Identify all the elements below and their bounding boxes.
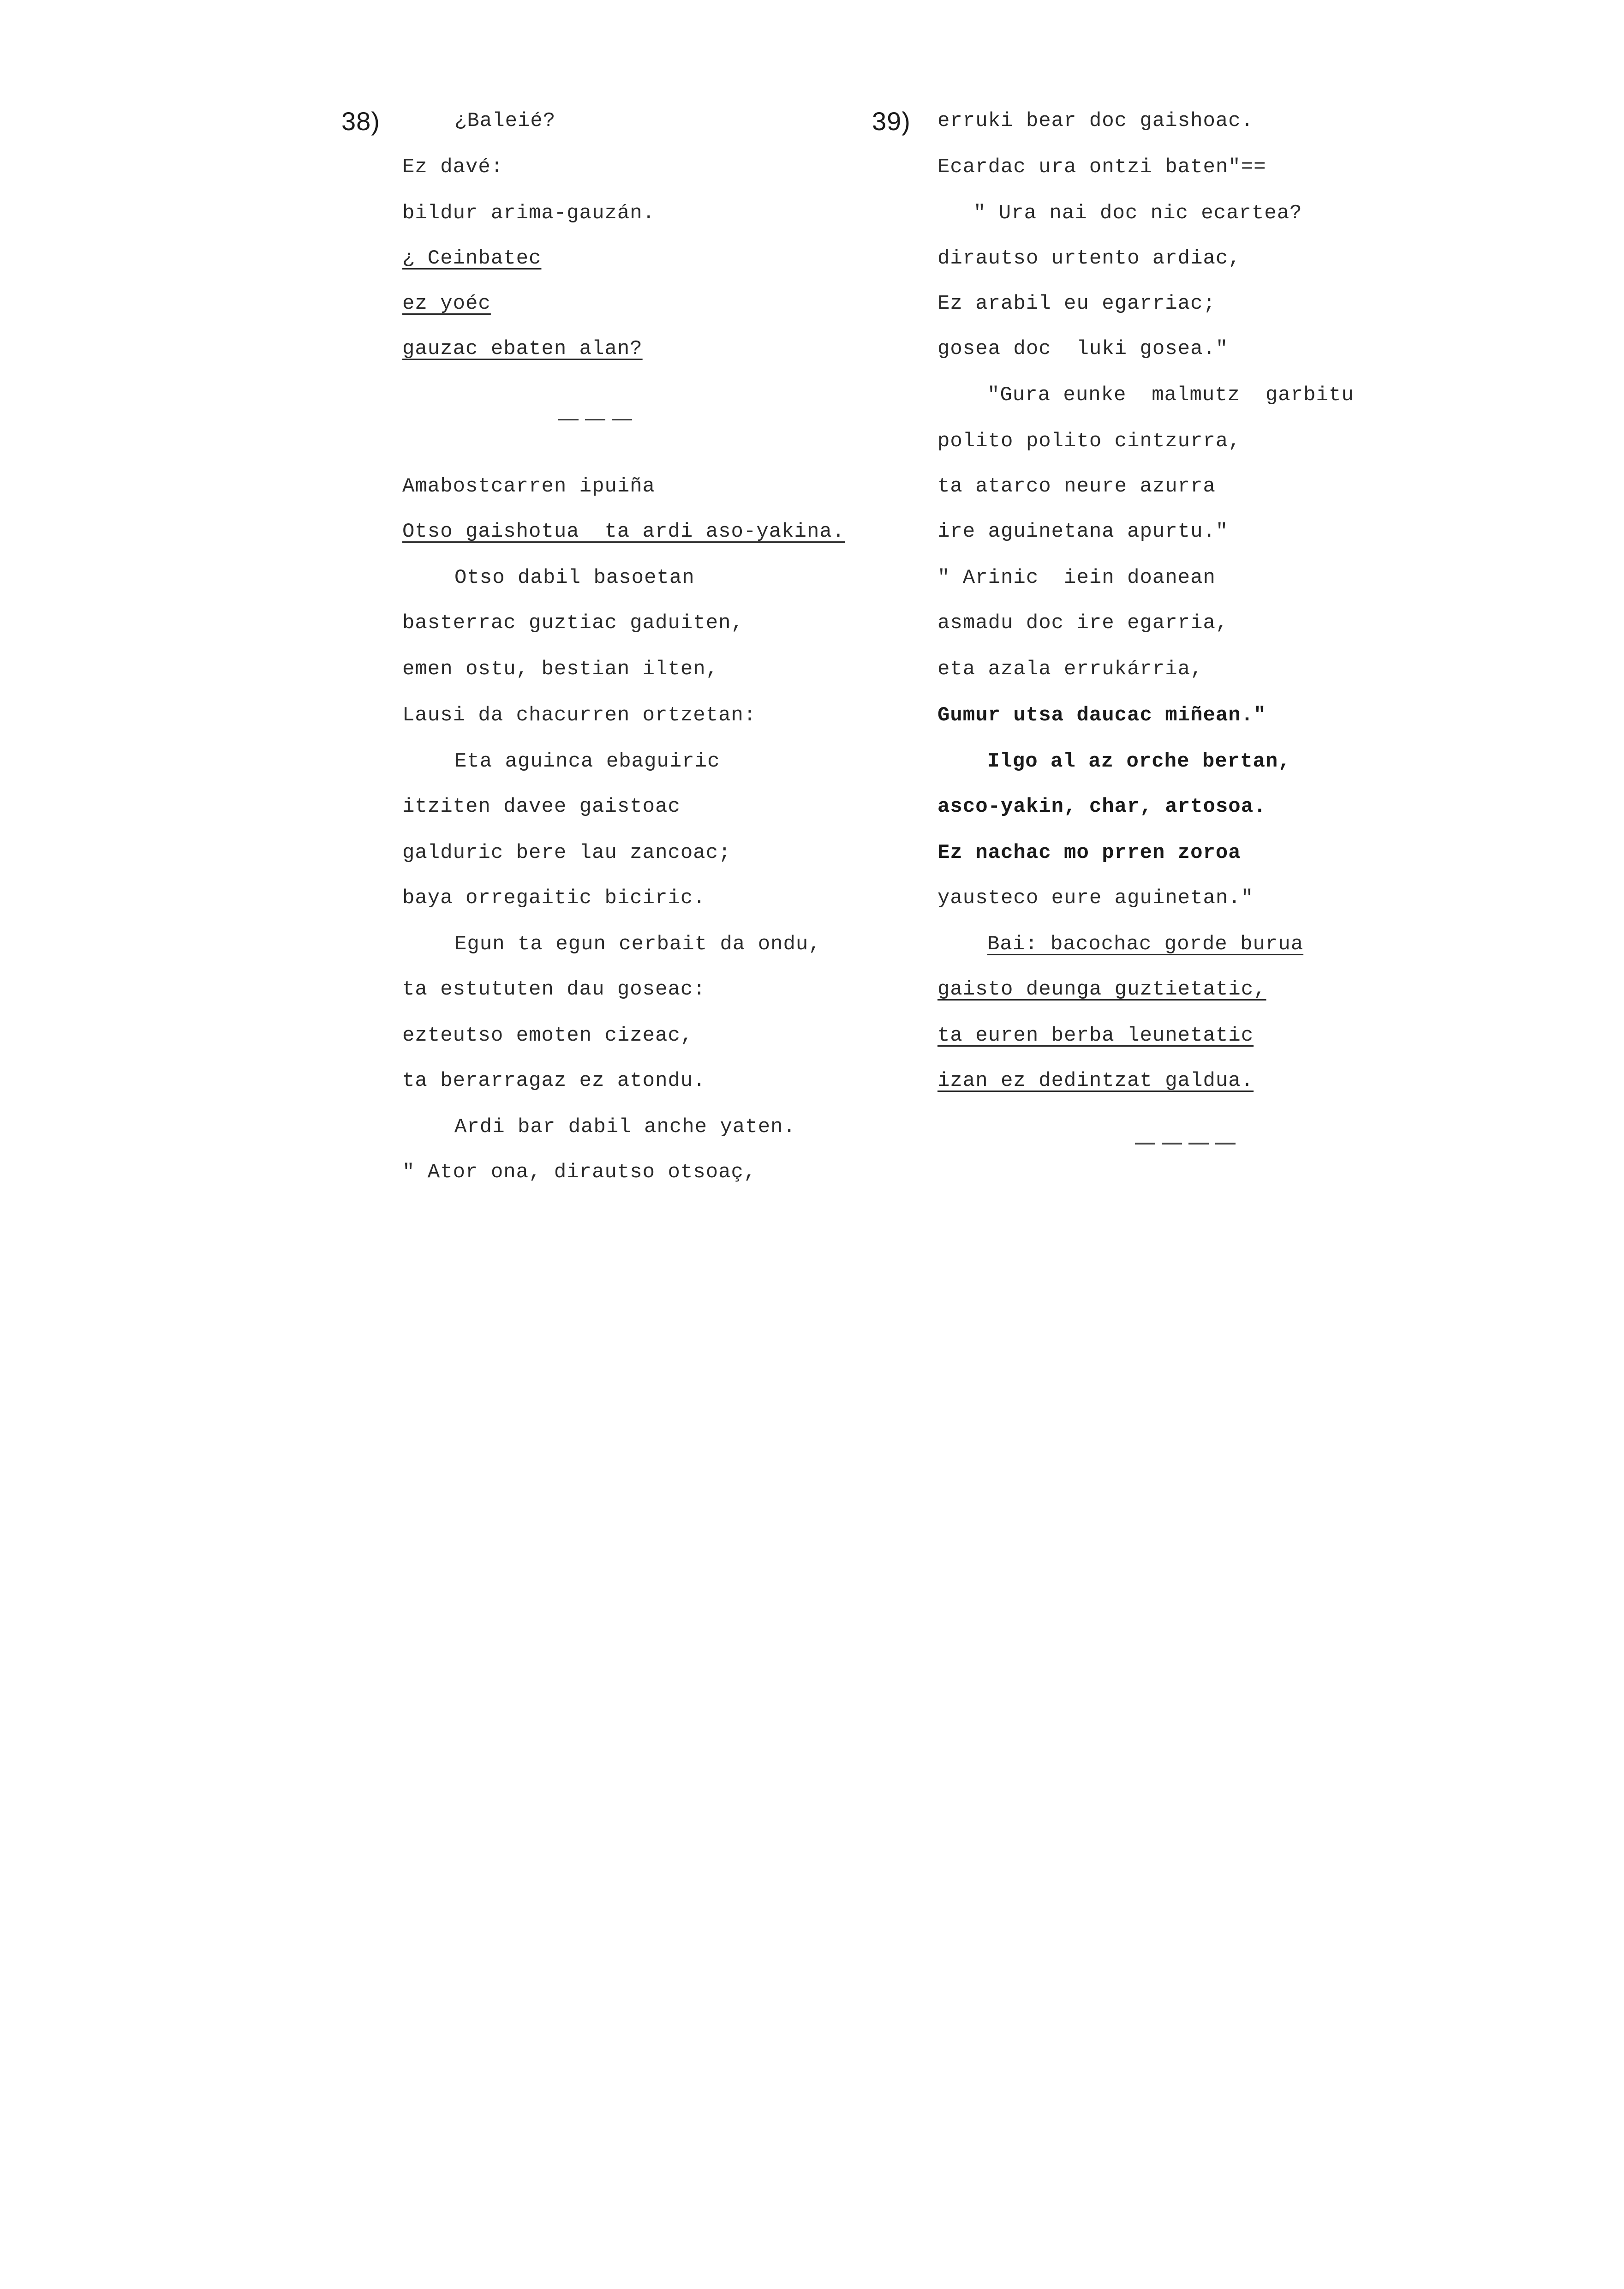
section-divider bbox=[1135, 1143, 1236, 1144]
verse-line: ta atarco neure azurra bbox=[937, 475, 1216, 498]
verse-line: gosea doc luki gosea." bbox=[937, 337, 1229, 360]
verse-line: " Arinic iein doanean bbox=[937, 566, 1216, 589]
verse-line: Eta aguinca ebaguiric bbox=[454, 750, 720, 773]
poem-number-39: 39) bbox=[872, 107, 911, 136]
verse-line: asco-yakin, char, artosoa. bbox=[937, 795, 1266, 818]
verse-line: Ardi bar dabil anche yaten. bbox=[454, 1115, 796, 1139]
verse-line: itziten davee gaistoac bbox=[402, 795, 681, 818]
verse-line: ez yoéc bbox=[402, 292, 491, 315]
verse-line: ta berarragaz ez atondu. bbox=[402, 1069, 706, 1092]
verse-line: yausteco eure aguinetan." bbox=[937, 887, 1254, 910]
verse-line: ta estututen dau goseac: bbox=[402, 978, 706, 1001]
verse-line: ire aguinetana apurtu." bbox=[937, 520, 1229, 543]
verse-line: dirautso urtento ardiac, bbox=[937, 247, 1241, 270]
verse-line: baya orregaitic biciric. bbox=[402, 887, 706, 910]
verse-line: basterrac guztiac gaduiten, bbox=[402, 611, 744, 635]
verse-line: Ez nachac mo prren zoroa bbox=[937, 841, 1241, 864]
verse-line: gaisto deunga guztietatic, bbox=[937, 978, 1266, 1001]
verse-line: izan ez dedintzat galdua. bbox=[937, 1069, 1254, 1092]
verse-line: "Gura eunke malmutz garbitu bbox=[987, 383, 1354, 407]
verse-line: Ez davé: bbox=[402, 156, 504, 179]
verse-line: " Ura nai doc nic ecartea? bbox=[973, 202, 1302, 225]
verse-line: erruki bear doc gaishoac. bbox=[937, 109, 1254, 132]
verse-line: bildur arima-gauzán. bbox=[402, 202, 656, 225]
verse-line: polito polito cintzurra, bbox=[937, 430, 1241, 453]
verse-line: Bai: bacochac gorde burua bbox=[987, 933, 1304, 956]
verse-line: Ilgo al az orche bertan, bbox=[987, 750, 1291, 773]
verse-line: ¿ Ceinbatec bbox=[402, 247, 542, 270]
verse-line: Otso dabil basoetan bbox=[454, 566, 695, 589]
verse-line: gauzac ebaten alan? bbox=[402, 337, 643, 360]
section-divider bbox=[558, 419, 637, 420]
fable-title: Amabostcarren ipuiña bbox=[402, 475, 656, 498]
verse-line: Ez arabil eu egarriac; bbox=[937, 292, 1216, 315]
poem-number-38: 38) bbox=[341, 107, 380, 136]
verse-line: Lausi da chacurren ortzetan: bbox=[402, 704, 757, 727]
verse-line: ta euren berba leunetatic bbox=[937, 1024, 1254, 1047]
verse-line: Gumur utsa daucac miñean." bbox=[937, 704, 1266, 727]
verse-line: emen ostu, bestian ilten, bbox=[402, 658, 719, 681]
poem-title: ¿Baleié? bbox=[454, 109, 556, 132]
verse-line: " Ator ona, dirautso otsoaç, bbox=[402, 1161, 757, 1184]
verse-line: Ecardac ura ontzi baten"== bbox=[937, 156, 1266, 179]
verse-line: Egun ta egun cerbait da ondu, bbox=[454, 933, 821, 956]
verse-line: ezteutso emoten cizeac, bbox=[402, 1024, 693, 1047]
fable-subtitle: Otso gaishotua ta ardi aso-yakina. bbox=[402, 520, 845, 543]
verse-line: eta azala errukárria, bbox=[937, 658, 1203, 681]
verse-line: galduric bere lau zancoac; bbox=[402, 841, 731, 864]
verse-line: asmadu doc ire egarria, bbox=[937, 611, 1229, 635]
